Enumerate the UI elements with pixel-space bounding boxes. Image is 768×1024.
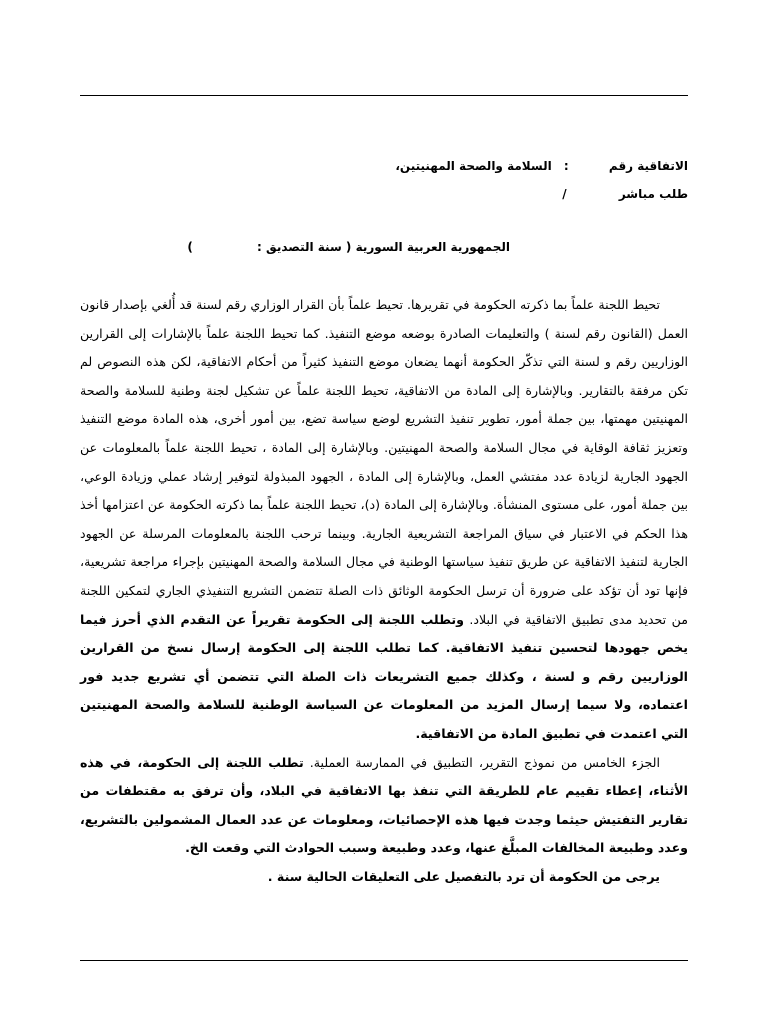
- colon-separator: :: [563, 159, 569, 173]
- request-line: [562, 187, 688, 201]
- ratification-close: ): [187, 240, 193, 254]
- paragraph-1: [80, 291, 688, 749]
- convention-label: الاتفاقية رقم: [608, 159, 688, 173]
- convention-name: السلامة والصحة المهنيتين،: [395, 159, 552, 173]
- paragraph-2-request: تطلب اللجنة إلى الحكومة، في هذه الأثناء، إعطاء تقييم عام للطريقة التي تنفذ بها الاتفاقية في البلاد، وأن ترفق به مقتطفات من تقارير التفتيش حيثما وجدت فيها هذه الإحصائيات، ومعلومات عن عدد العمال المشمولين بالتشريع، وعدد وطبيعة المخالفات المبلَّغ عنها، وعدد وطبيعة وسبب الحوادث التي وقعت الخ.: [80, 754, 688, 856]
- top-divider: [80, 95, 688, 96]
- paragraph-1-request: وتطلب اللجنة إلى الحكومة تقريراً عن التقدم الذي أحرز فيما يخص جهودها لتحسين تنفيذ الاتفاقية. كما تطلب اللجنة إلى الحكومة إرسال نسخ من القرارين الوزاريين رقم و لسنة ، وكذلك جميع التشريعات ذات الصلة التي تتضمن أي تشريع جديد فور اعتماده، ولا سيما إرسال المزيد من المعلومات عن السياسة الوطنية للسلامة والصحة المهنيتين التي اعتمدت في تطبيق المادة من الاتفاقية.: [80, 611, 688, 741]
- request-label: طلب مباشر: [618, 187, 688, 201]
- country-heading: [187, 240, 510, 254]
- paragraph-2: [80, 749, 688, 863]
- document-body: [80, 291, 688, 891]
- paragraph-2-heading: الجزء الخامس من نموذج التقرير، التطبيق في الممارسة العملية.: [309, 754, 660, 770]
- paragraph-1-text: تحيط اللجنة علماً بما ذكرته الحكومة في تقريرها. تحيط علماً بأن القرار الوزاري رقم لسنة قد أُلغي بإصدار قانون العمل (القانون رقم لسنة ) والتعليمات الصادرة بوضعه موضع التنفيذ. كما تحيط اللجنة علماً بالإشارات إلى القرارين الوزاريين رقم و لسنة التي تذكّر الحكومة أنهما يضعان موضع التنفيذ كثيراً من أحكام الاتفاقية، لكن هذه النصوص لم تكن مرفقة بالتقارير. وبالإشارة إلى المادة من الاتفاقية، تحيط اللجنة علماً عن تشكيل لجنة وطنية للسلامة والصحة المهنيتين مهمتها، بين جملة أمور، تطوير تنفيذ التشريع لوضع سياسة تضع، بين أمور أخرى، هذه المادة موضع التنفيذ وتعزيز ثقافة الوقاية في مجال السلامة والصحة المهنيتين. وبالإشارة إلى المادة ، تحيط اللجنة علماً بالمعلومات عن الجهود الجارية لزيادة عدد مفتشي العمل، وبالإشارة إلى المادة ، الجهود المبذولة لتوفير إرشاد عملي وزيادة الوعي، بين جملة أمور، على مستوى المنشأة. وبالإشارة إلى المادة (د)، تحيط اللجنة علماً بما ذكرته الحكومة عن اعتزامها أخذ هذا الحكم في الاعتبار في سياق المراجعة التشريعية الجارية. وبينما ترحب اللجنة بالمعلومات المرسلة عن الجهود الجارية لتنفيذ الاتفاقية عن طريق تنفيذ سياستها الوطنية في مجال السلامة والصحة المهنيتين بإجراء مراجعة تشريعية، فإنها تود أن تؤكد على ضرورة أن ترسل الحكومة الوثائق ذات الصلة تتضمن التشريع التنفيذي الجاري لتمكين اللجنة من تحديد مدى تطبيق الاتفاقية في البلاد.: [80, 297, 688, 627]
- slash-separator: /: [562, 187, 567, 201]
- ratification-label: ( سنة التصديق :: [257, 240, 352, 254]
- bottom-divider: [80, 960, 688, 961]
- country-name: الجمهورية العربية السورية: [355, 240, 510, 254]
- paragraph-3: يرجى من الحكومة أن ترد بالتفصيل على التعليقات الحالية سنة .: [267, 868, 660, 884]
- convention-line: [395, 159, 688, 173]
